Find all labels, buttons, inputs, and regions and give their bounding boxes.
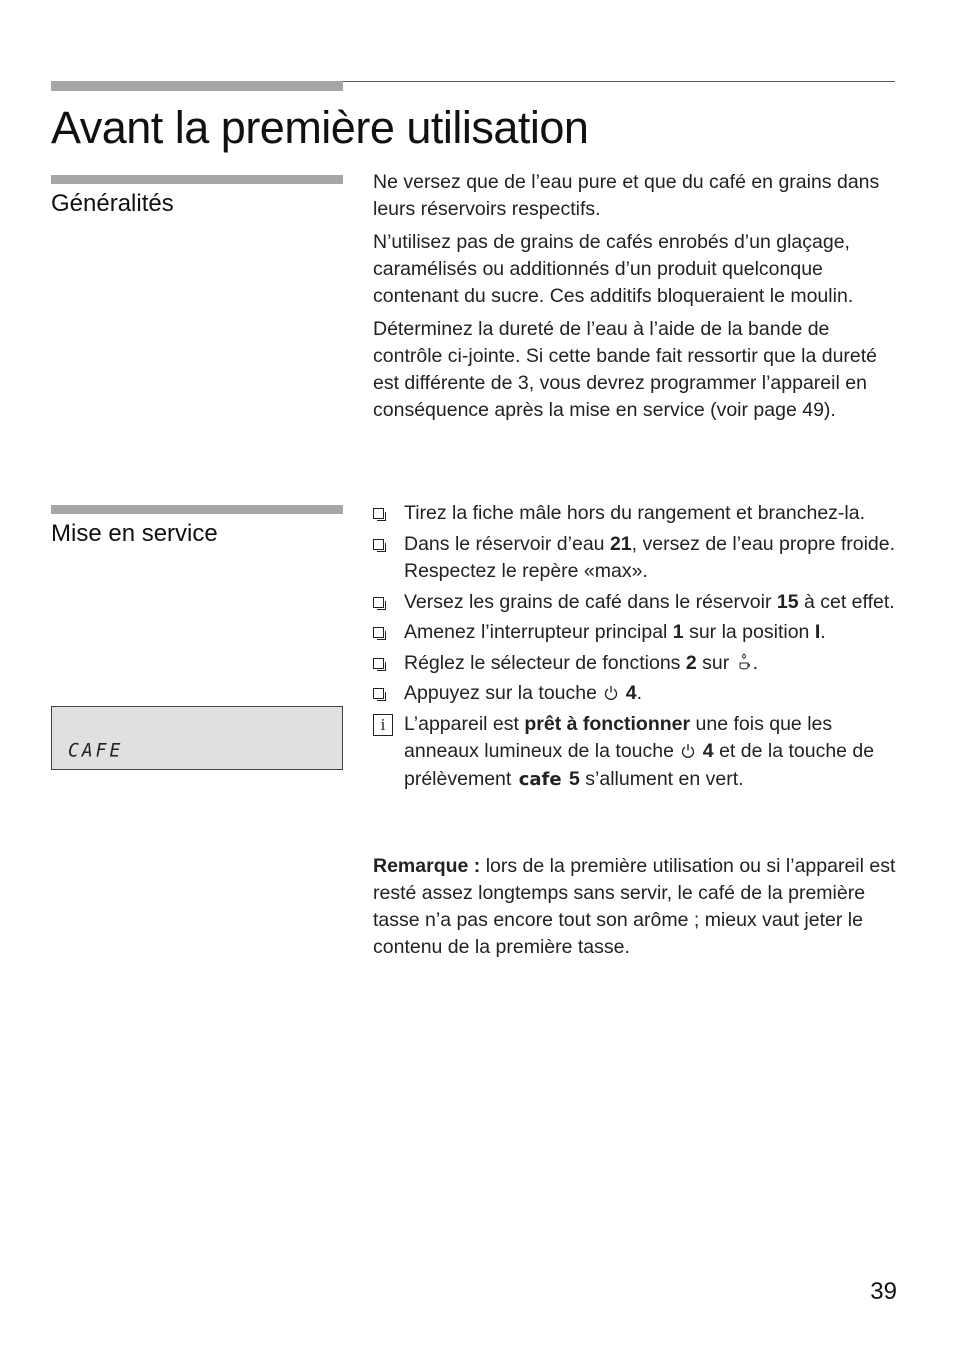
list-item	[373, 531, 903, 586]
list-item	[373, 619, 903, 647]
list-item	[373, 680, 903, 708]
step-text: sur	[696, 651, 735, 674]
reference-number: 2	[685, 651, 697, 674]
info-text: une fois que les anneaux lumineux de la touche	[404, 712, 833, 762]
list-item	[373, 500, 903, 528]
paragraph: Ne versez que de l’eau pure et que du café en grains dans leurs réservoirs respectifs.	[373, 171, 880, 220]
list-item	[373, 650, 903, 678]
cafe-key-label: cafe	[518, 768, 562, 790]
checkbox-bullet-icon	[373, 539, 384, 550]
power-icon	[681, 743, 695, 758]
title-rule-thin	[343, 81, 895, 82]
switch-position: I	[814, 621, 821, 643]
page-title: Avant la première utilisation	[51, 102, 589, 153]
info-icon: i	[373, 714, 393, 736]
reference-number: 4	[702, 740, 714, 762]
page-number: 39	[870, 1278, 897, 1305]
step-text: , versez de l’eau propre froide. Respectez le repère «max».	[404, 532, 896, 582]
reference-number: 15	[776, 590, 799, 613]
section-rule-mise-en-service	[51, 505, 343, 514]
section-heading-mise-en-service: Mise en service	[51, 520, 218, 547]
reference-number: 5	[569, 767, 580, 790]
step-text: Dans le réservoir d’eau	[404, 532, 610, 555]
checkbox-bullet-icon	[373, 597, 384, 608]
steps-list	[373, 500, 903, 796]
power-icon	[604, 685, 618, 700]
generalites-text	[373, 169, 899, 424]
checkbox-bullet-icon	[373, 688, 384, 699]
step-text: Réglez le sélecteur de fonctions	[404, 651, 686, 674]
step-text: Appuyez sur la touche	[404, 682, 603, 704]
step-text: à cet effet.	[798, 590, 895, 613]
reference-number: 4	[625, 682, 637, 704]
paragraph: N’utilisez pas de grains de cafés enrobés d’un glaçage, caramélisés ou additionnés d’un produit quelconque contenant du sucre. Ces additifs bloqueraient le moulin.	[373, 231, 854, 307]
title-rule-thick	[51, 81, 343, 91]
info-text: L’appareil est	[404, 712, 525, 735]
step-text: .	[636, 682, 643, 704]
step-text: .	[752, 651, 759, 674]
remark-label: Remarque :	[373, 855, 481, 877]
step-text: sur la position	[683, 621, 815, 643]
info-text: s’allument en vert.	[579, 767, 744, 790]
info-text: et de la touche de prélèvement	[404, 740, 875, 790]
remark-text: lors de la première utilisation ou si l’appareil est resté assez longtemps sans servir, le café de la première tasse n’a pas encore tout son arôme ; mieux vaut jeter le contenu de la première tasse.	[373, 855, 896, 958]
info-emphasis: prêt à fonctionner	[524, 712, 691, 735]
display-panel	[51, 706, 343, 770]
cup-icon	[737, 653, 751, 673]
reference-number: 1	[672, 621, 684, 643]
checkbox-bullet-icon	[373, 658, 384, 669]
step-text: Tirez la fiche mâle hors du rangement et branchez-la.	[404, 502, 866, 524]
paragraph: Déterminez la dureté de l’eau à l’aide de la bande de contrôle ci-jointe. Si cette bande fait ressortir que la dureté est différente de 3, vous devrez programmer l’appareil en conséquence après la mise en service (voir page 49).	[373, 318, 878, 421]
checkbox-bullet-icon	[373, 508, 384, 519]
section-heading-generalites: Généralités	[51, 190, 174, 217]
step-text: Amenez l’interrupteur principal	[404, 621, 673, 643]
list-item	[373, 589, 903, 617]
display-text: CAFE	[68, 739, 124, 762]
section-rule-generalites	[51, 175, 343, 184]
reference-number: 21	[609, 532, 632, 555]
step-text: .	[820, 621, 826, 643]
step-text: Versez les grains de café dans le réservoir	[404, 590, 777, 613]
info-item	[373, 711, 903, 794]
checkbox-bullet-icon	[373, 627, 384, 638]
remark	[373, 853, 899, 961]
